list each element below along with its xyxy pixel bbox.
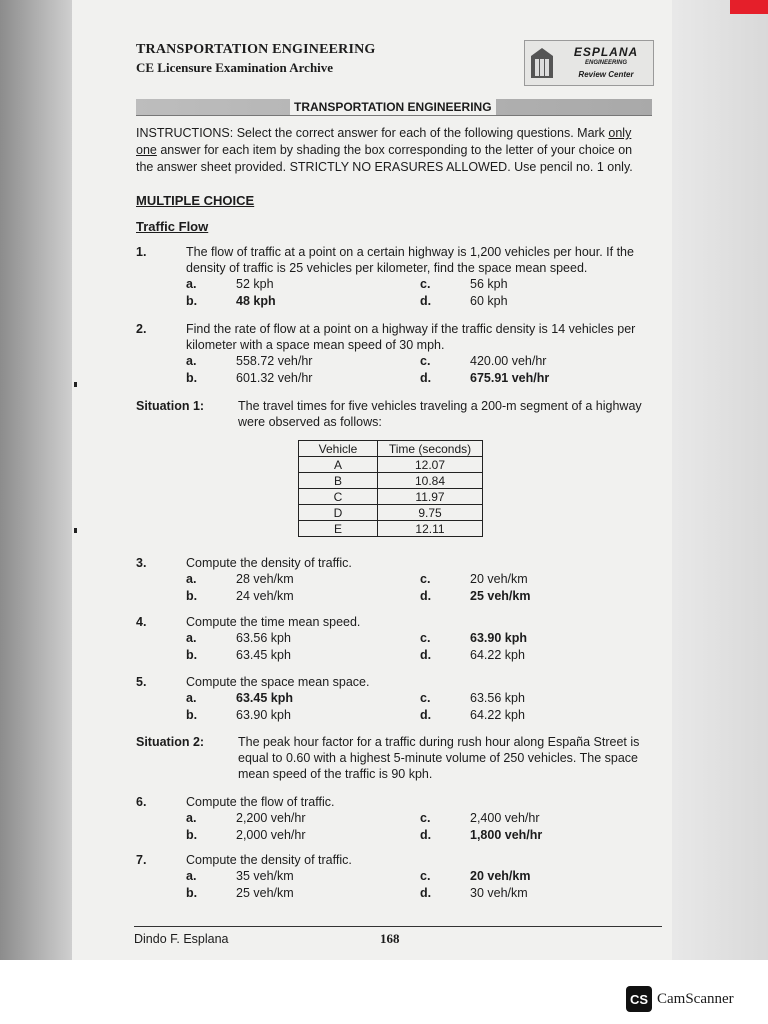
option-letter-d: d. [420,886,432,900]
heading-multiple-choice: MULTIPLE CHOICE [136,193,255,208]
option-a: 2,200 veh/hr [236,811,306,825]
option-b: 601.32 veh/hr [236,371,313,385]
option-letter-c: c. [420,631,431,645]
question-stem: The flow of traffic at a point on a certain highway is 1,200 vehicles per hour. If the density of traffic is 25 vehicles per kilometer, find the space mean speed. [186,245,634,275]
table-cell-time: 11.97 [378,489,483,505]
situation-text: The travel times for five vehicles traveling a 200-m segment of a highway were observed as follows: [238,399,642,429]
option-letter-c: c. [420,811,431,825]
table-row [299,521,483,537]
option-b: 63.90 kph [236,708,291,722]
option-letter-c: c. [420,691,431,705]
option-d: 1,800 veh/hr [470,828,543,842]
question-stem: Compute the time mean speed. [186,615,361,629]
instructions [136,125,651,176]
question-5 [136,674,656,723]
situation-text: The peak hour factor for a traffic during rush hour along España Street is equal to 0.60 with a highest 5-minute volume of 250 vehicles. The space mean speed of the traffic is 90 kph. [238,735,640,781]
option-letter-b: b. [186,371,198,385]
option-letter-b: b. [186,886,198,900]
question-stem: Compute the space mean space. [186,675,370,689]
header-title: TRANSPORTATION ENGINEERING [136,42,376,57]
page-shadow-left [0,0,72,960]
answer-options [186,276,656,309]
option-b: 25 veh/km [236,886,294,900]
option-d: 25 veh/km [470,589,531,603]
option-letter-b: b. [186,708,198,722]
answer-options [186,810,656,843]
esplana-logo [524,40,654,86]
table-cell-vehicle: B [299,473,378,489]
scan-speck [74,528,77,533]
option-letter-a: a. [186,869,197,883]
option-c: 63.90 kph [470,631,527,645]
camscanner-watermark [626,986,734,1012]
question-number: 1. [136,245,147,259]
table-header-row [299,441,483,457]
question-7 [136,852,656,901]
banner-title: TRANSPORTATION ENGINEERING [290,99,496,115]
header-subtitle: CE Licensure Examination Archive [136,60,334,75]
option-b: 63.45 kph [236,648,291,662]
question-stem: Find the rate of flow at a point on a highway if the traffic density is 14 vehicles per kilometer with a space mean speed of 30 mph. [186,322,636,352]
question-1 [136,244,656,309]
option-letter-d: d. [420,828,432,842]
question-number: 2. [136,322,147,336]
option-letter-a: a. [186,631,197,645]
table-row [299,489,483,505]
question-3 [136,555,656,604]
option-c: 20 veh/km [470,572,528,586]
option-letter-a: a. [186,354,197,368]
answer-options [186,630,656,663]
option-b: 48 kph [236,294,276,308]
option-c: 2,400 veh/hr [470,811,540,825]
table-cell-vehicle: E [299,521,378,537]
situation-1 [136,398,656,430]
option-letter-a: a. [186,572,197,586]
question-number: 4. [136,615,147,629]
option-letter-d: d. [420,708,432,722]
option-d: 64.22 kph [470,648,525,662]
instructions-only-one: only one [136,126,632,157]
option-d: 60 kph [470,294,508,308]
question-6 [136,794,656,843]
answer-options [186,353,656,386]
option-c: 420.00 veh/hr [470,354,547,368]
option-d: 30 veh/km [470,886,528,900]
option-letter-b: b. [186,828,198,842]
option-a: 558.72 veh/hr [236,354,313,368]
option-d: 64.22 kph [470,708,525,722]
camscanner-icon: CS [626,986,652,1012]
question-stem: Compute the density of traffic. [186,853,352,867]
option-letter-b: b. [186,294,198,308]
option-d: 675.91 veh/hr [470,371,550,385]
footer-author: Dindo F. Esplana [134,932,229,946]
option-c: 20 veh/km [470,869,531,883]
answer-options [186,868,656,901]
option-a: 63.56 kph [236,631,291,645]
table-row [299,473,483,489]
footer-divider [134,926,662,927]
question-number: 7. [136,853,147,867]
situation-label: Situation 2: [136,735,205,749]
option-a: 35 veh/km [236,869,294,883]
option-letter-b: b. [186,589,198,603]
question-stem: Compute the density of traffic. [186,556,352,570]
logo-engineering: ENGINEERING [584,59,627,66]
option-letter-d: d. [420,371,432,385]
section-banner [136,99,652,116]
table-cell-time: 12.11 [378,521,483,537]
option-letter-c: c. [420,277,431,291]
table-cell-vehicle: A [299,457,378,473]
question-2 [136,321,656,386]
option-letter-a: a. [186,277,197,291]
logo-review-center: Review Center [578,69,634,79]
option-b: 24 veh/km [236,589,294,603]
question-number: 5. [136,675,147,689]
table-cell-time: 9.75 [378,505,483,521]
building-icon [525,43,559,83]
option-a: 28 veh/km [236,572,294,586]
option-letter-c: c. [420,572,431,586]
table-header: Vehicle [299,441,378,457]
option-letter-a: a. [186,691,197,705]
option-letter-d: d. [420,648,432,662]
question-4 [136,614,656,663]
table-cell-time: 10.84 [378,473,483,489]
option-b: 2,000 veh/hr [236,828,306,842]
option-letter-d: d. [420,589,432,603]
option-letter-c: c. [420,354,431,368]
option-letter-a: a. [186,811,197,825]
question-number: 3. [136,556,147,570]
logo-name: ESPLANA [573,44,639,59]
table-header: Time (seconds) [378,441,483,457]
table-row [299,457,483,473]
table-cell-vehicle: C [299,489,378,505]
red-tab [730,0,768,14]
instructions-part1: INSTRUCTIONS: Select the correct answer for each of the following questions. Mark [136,126,609,140]
travel-time-table [298,440,483,537]
situation-label: Situation 1: [136,399,205,413]
option-c: 56 kph [470,277,508,291]
table-cell-vehicle: D [299,505,378,521]
option-letter-c: c. [420,869,431,883]
page-number: 168 [380,931,400,946]
question-number: 6. [136,795,147,809]
scan-speck [74,382,77,387]
option-a: 52 kph [236,277,274,291]
situation-2 [136,734,656,782]
option-letter-d: d. [420,294,432,308]
heading-traffic-flow: Traffic Flow [136,219,209,234]
answer-options [186,690,656,723]
option-c: 63.56 kph [470,691,525,705]
option-letter-b: b. [186,648,198,662]
question-stem: Compute the flow of traffic. [186,795,335,809]
camscanner-name: CamScanner [657,990,734,1007]
page-shadow-right [668,0,768,960]
answer-options [186,571,656,604]
option-a: 63.45 kph [236,691,293,705]
table-row [299,505,483,521]
instructions-part2: answer for each item by shading the box corresponding to the letter of your choice on the answer sheet provided. STRICTLY NO ERASURES ALLOWED. Use pencil no. 1 only. [136,143,633,174]
table-cell-time: 12.07 [378,457,483,473]
